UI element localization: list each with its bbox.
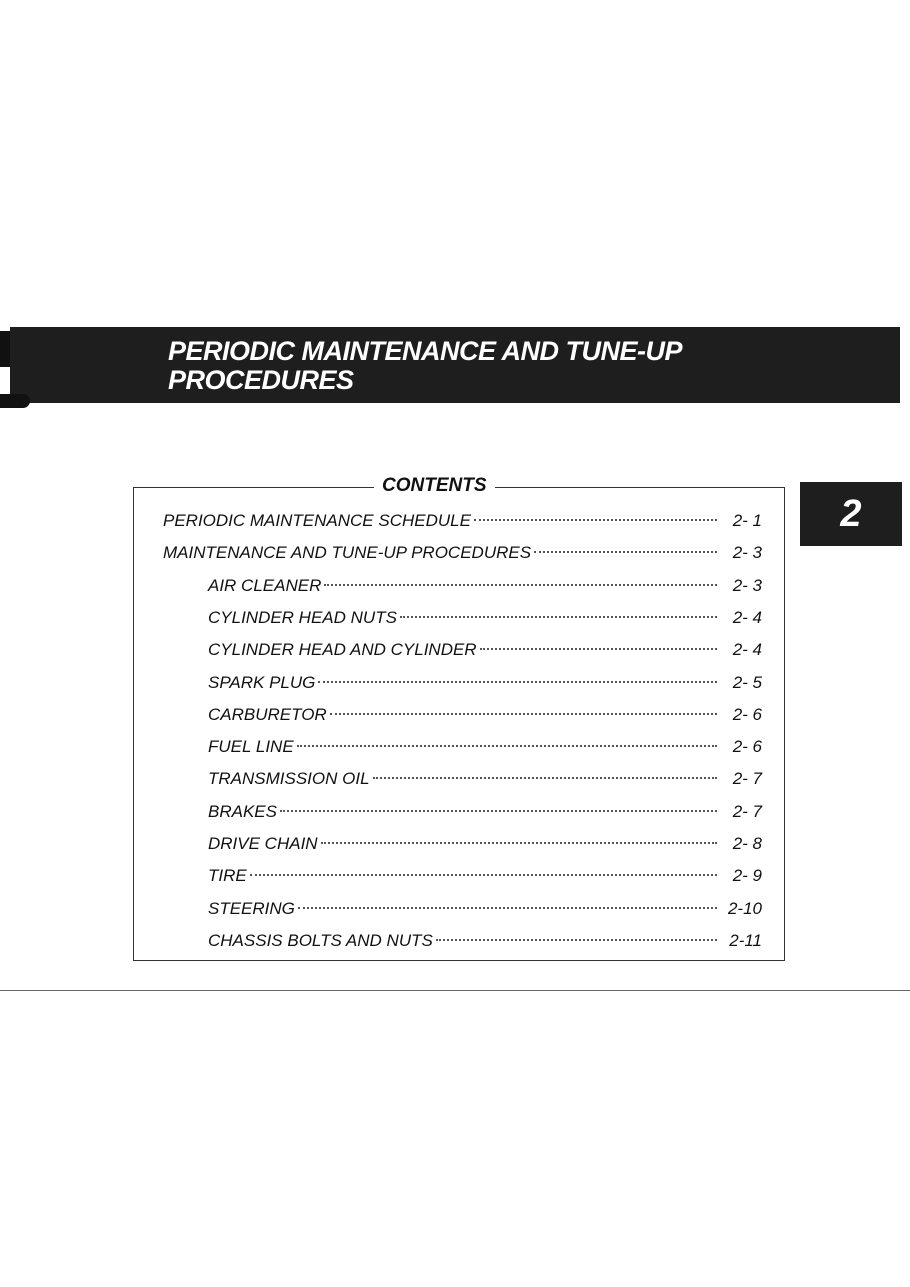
toc-dot-leader (324, 584, 717, 586)
chapter-number-tab: 2 (800, 482, 902, 546)
toc-entry-page: 2- 6 (732, 737, 762, 757)
toc-entry[interactable] (208, 833, 762, 855)
binder-mark-top (0, 331, 10, 367)
toc-entry-label: CHASSIS BOLTS AND NUTS (208, 930, 433, 950)
toc-entry-page: 2- 1 (732, 511, 762, 530)
toc-entry-page: 2- 8 (732, 834, 762, 853)
toc-entry[interactable] (208, 575, 762, 597)
toc-entry-page: 2- 5 (732, 672, 762, 692)
toc-dot-leader (298, 907, 717, 909)
toc-entry-page: 2- 7 (732, 769, 762, 789)
toc-entry[interactable] (208, 607, 762, 629)
toc-dot-leader (373, 777, 717, 779)
toc-entry-label: CARBURETOR (208, 704, 327, 724)
toc-entry-label: CYLINDER HEAD AND CYLINDER (208, 640, 477, 660)
toc-entry-page: 2-10 (727, 898, 762, 918)
toc-entry-label: FUEL LINE (208, 737, 294, 757)
toc-dot-leader (534, 551, 717, 553)
chapter-title (168, 337, 868, 395)
toc-dot-leader (474, 519, 717, 521)
toc-entry-label: DRIVE CHAIN (208, 834, 318, 853)
toc-dot-leader (330, 713, 717, 715)
toc-entry[interactable] (163, 542, 762, 564)
toc-entry[interactable] (208, 639, 762, 661)
toc-dot-leader (280, 810, 717, 812)
toc-entry-label: STEERING (208, 898, 295, 918)
toc-entry[interactable] (208, 865, 762, 887)
toc-entry-page: 2- 3 (732, 575, 762, 595)
toc-dot-leader (297, 745, 717, 747)
chapter-title-line1: PERIODIC MAINTENANCE AND TUNE-UP (168, 336, 683, 366)
toc-entry-page: 2-11 (729, 930, 762, 950)
toc-entry-page: 2- 3 (732, 543, 762, 563)
toc-dot-leader (321, 842, 717, 844)
toc-entry-page: 2- 4 (732, 607, 762, 627)
toc-entry-page: 2- 7 (732, 801, 762, 821)
toc-entry[interactable] (208, 672, 762, 694)
toc-entry[interactable] (208, 704, 762, 726)
toc-entry-label: PERIODIC MAINTENANCE SCHEDULE (163, 511, 471, 530)
toc-entry-page: 2- 6 (732, 704, 762, 724)
toc-entry-label: TIRE (208, 866, 247, 886)
toc-dot-leader (436, 939, 717, 941)
page-divider (0, 990, 910, 991)
toc-entry-label: CYLINDER HEAD NUTS (208, 607, 397, 627)
toc-entry[interactable] (163, 510, 762, 532)
toc-entry-page: 2- 4 (732, 640, 762, 660)
contents-heading: CONTENTS (374, 474, 495, 498)
toc-entry[interactable] (208, 801, 762, 823)
toc-dot-leader (318, 681, 717, 683)
binder-mark-bottom (0, 394, 30, 408)
toc-entry-label: TRANSMISSION OIL (208, 769, 370, 789)
toc-entry[interactable] (208, 736, 762, 758)
toc-entry-label: MAINTENANCE AND TUNE-UP PROCEDURES (163, 543, 532, 563)
toc-entry-label: BRAKES (208, 801, 277, 821)
toc-dot-leader (250, 874, 717, 876)
toc-dot-leader (480, 648, 717, 650)
toc-entry[interactable] (208, 930, 762, 952)
toc-entry-label: AIR CLEANER (208, 575, 322, 595)
toc-entry-label: SPARK PLUG (208, 672, 316, 692)
toc-entry-page: 2- 9 (732, 866, 762, 886)
chapter-title-line2: PROCEDURES (168, 365, 354, 395)
toc-dot-leader (400, 616, 717, 618)
toc-entry[interactable] (208, 898, 762, 920)
toc-entry[interactable] (208, 768, 762, 790)
